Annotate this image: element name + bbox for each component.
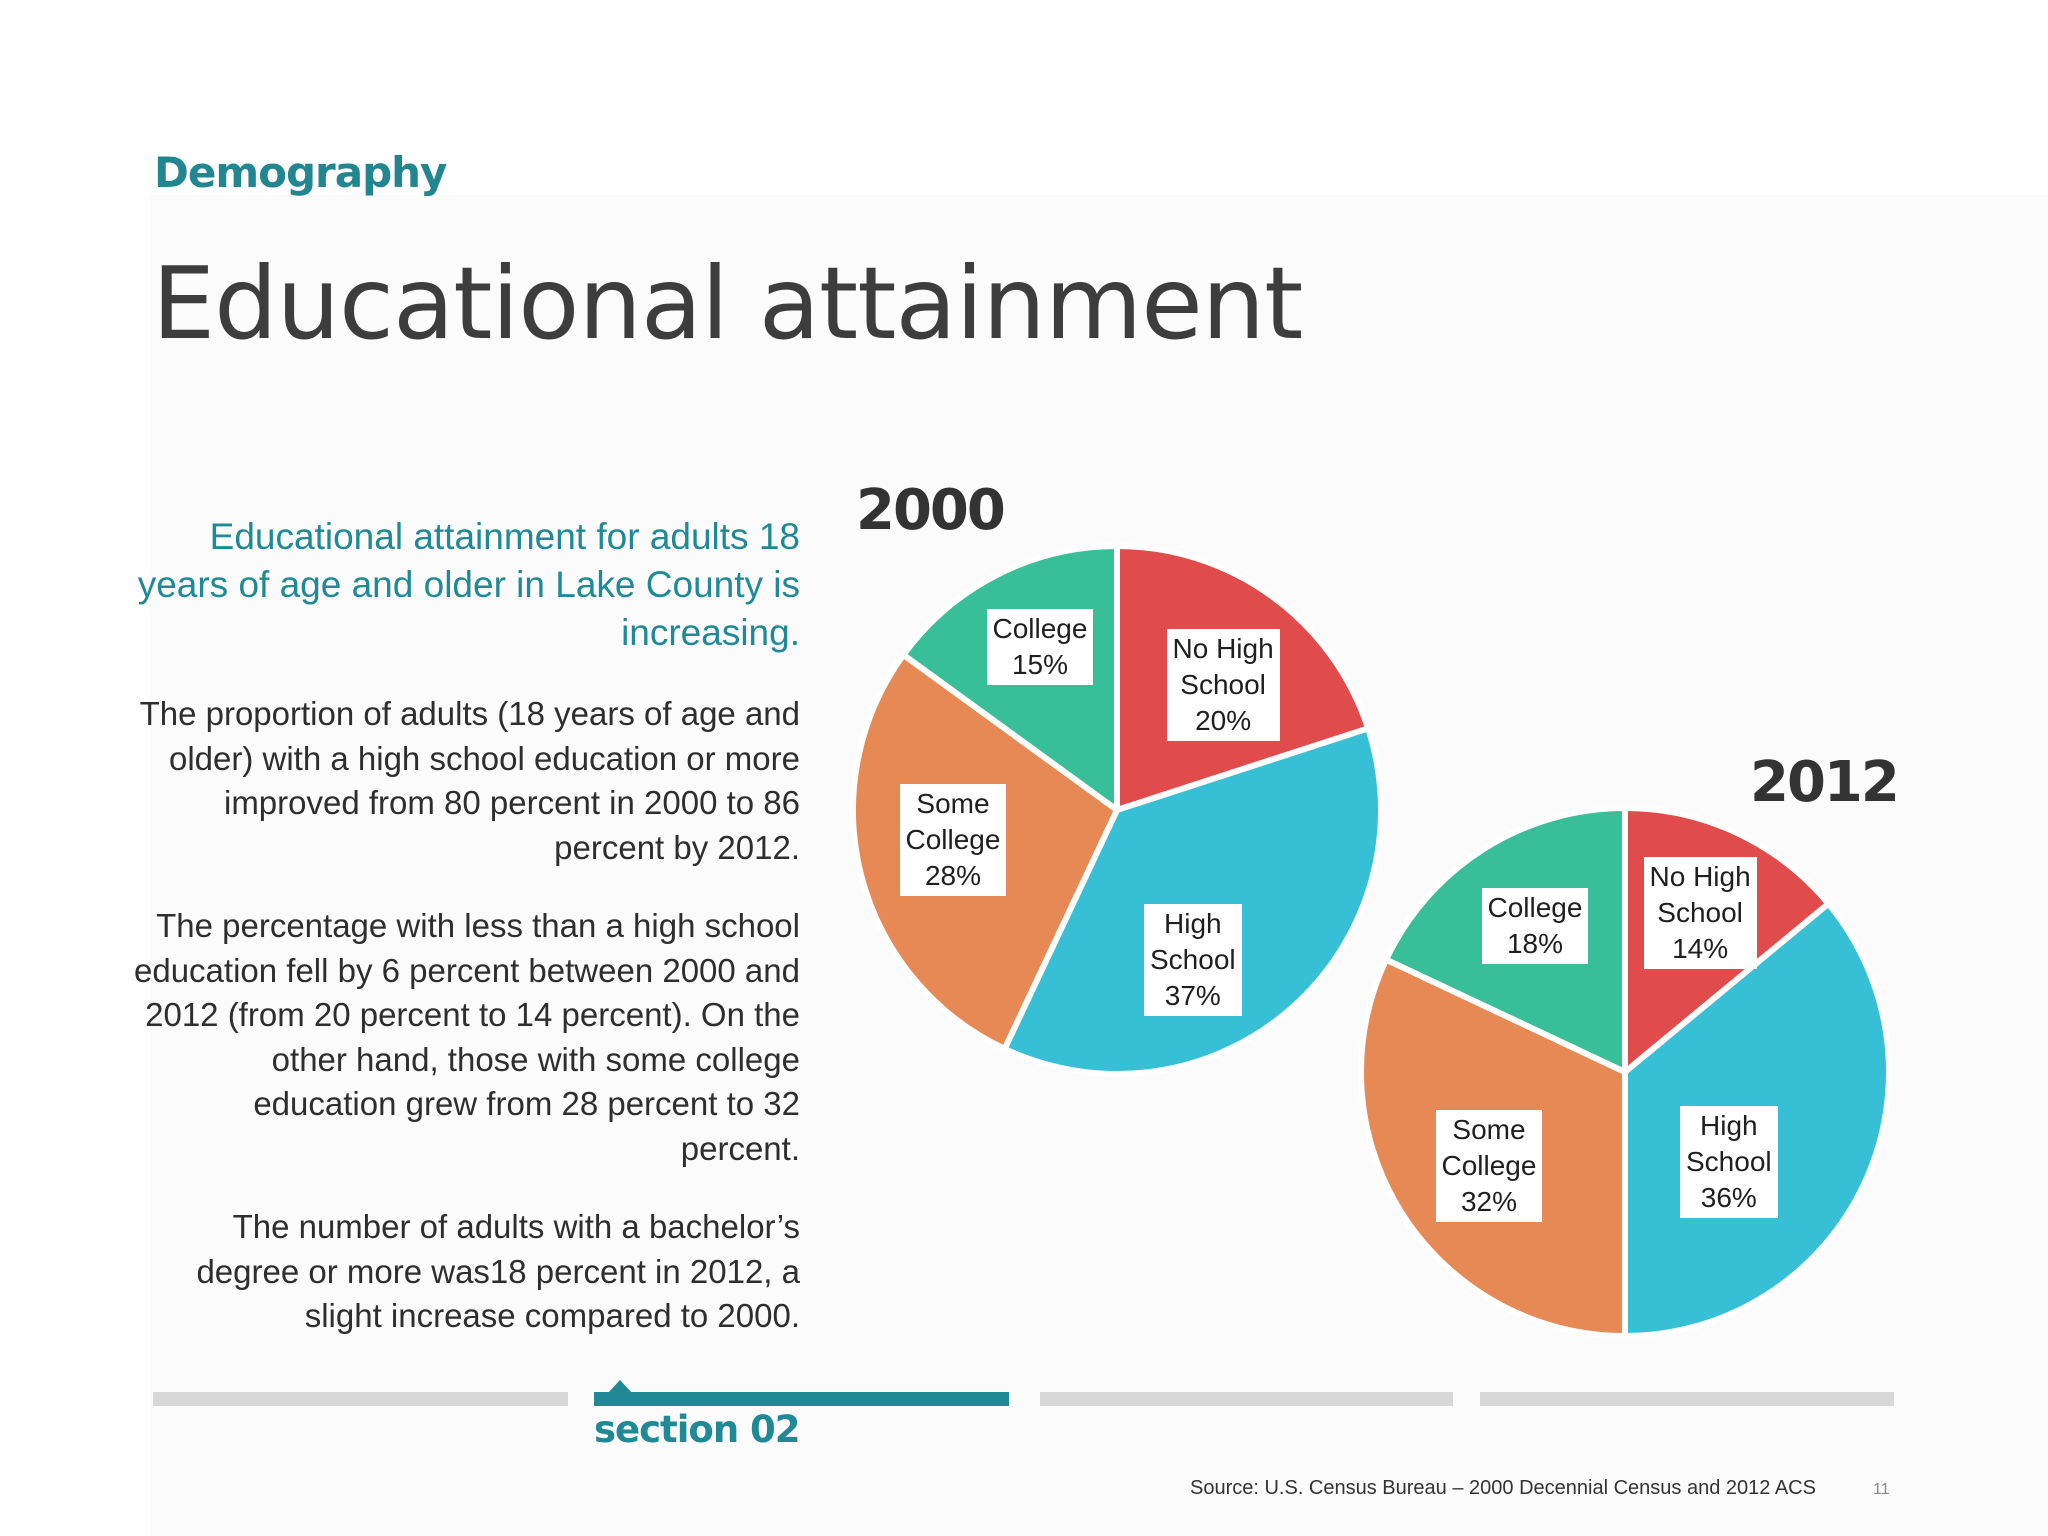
pie-label-2000-some-college: Some College 28%	[900, 784, 1007, 896]
pie-title-2012: 2012	[1750, 750, 1898, 815]
pie-label-2012-some-college: Some College 32%	[1436, 1110, 1543, 1222]
page-title: Educational attainment	[152, 245, 1303, 362]
section-bar-4	[1480, 1392, 1894, 1406]
pie-label-2012-high-school: High School 36%	[1680, 1106, 1778, 1218]
section-label: section 02	[594, 1408, 800, 1451]
pie-label-2000-no-high-school: No High School 20%	[1167, 629, 1280, 741]
section-bar-2-active	[594, 1392, 1009, 1406]
lead-paragraph: Educational attainment for adults 18 years of age and older in Lake County is increasing.	[137, 516, 800, 653]
page-number: 11	[1873, 1481, 1890, 1498]
body-paragraph-3: The number of adults with a bachelor’s degree or more was18 percent in 2012, a slight increase compared to 2000.	[196, 1208, 800, 1334]
body-paragraph-2: The percentage with less than a high school education fell by 6 percent between 2000 and 2012 (from 20 percent to 14 percent). On the other hand, those with some college education grew from 28 percent to 32 percent.	[134, 907, 800, 1167]
section-bar-3	[1040, 1392, 1453, 1406]
pie-title-2000: 2000	[856, 478, 1004, 543]
source-note: Source: U.S. Census Bureau – 2000 Decennial Census and 2012 ACS	[1190, 1477, 1816, 1499]
section-caret-icon	[608, 1380, 632, 1393]
section-eyebrow: Demography	[154, 148, 447, 197]
section-bar-1	[153, 1392, 568, 1406]
body-paragraph-1: The proportion of adults (18 years of age and older) with a high school education or more improved from 80 percent in 2000 to 86 percent by 2012.	[139, 695, 800, 866]
pie-label-2000-college: College 15%	[987, 609, 1094, 685]
pie-label-2012-college: College 18%	[1482, 888, 1589, 964]
pie-label-2000-high-school: High School 37%	[1144, 904, 1242, 1016]
pie-label-2012-no-high-school: No High School 14%	[1644, 857, 1757, 969]
